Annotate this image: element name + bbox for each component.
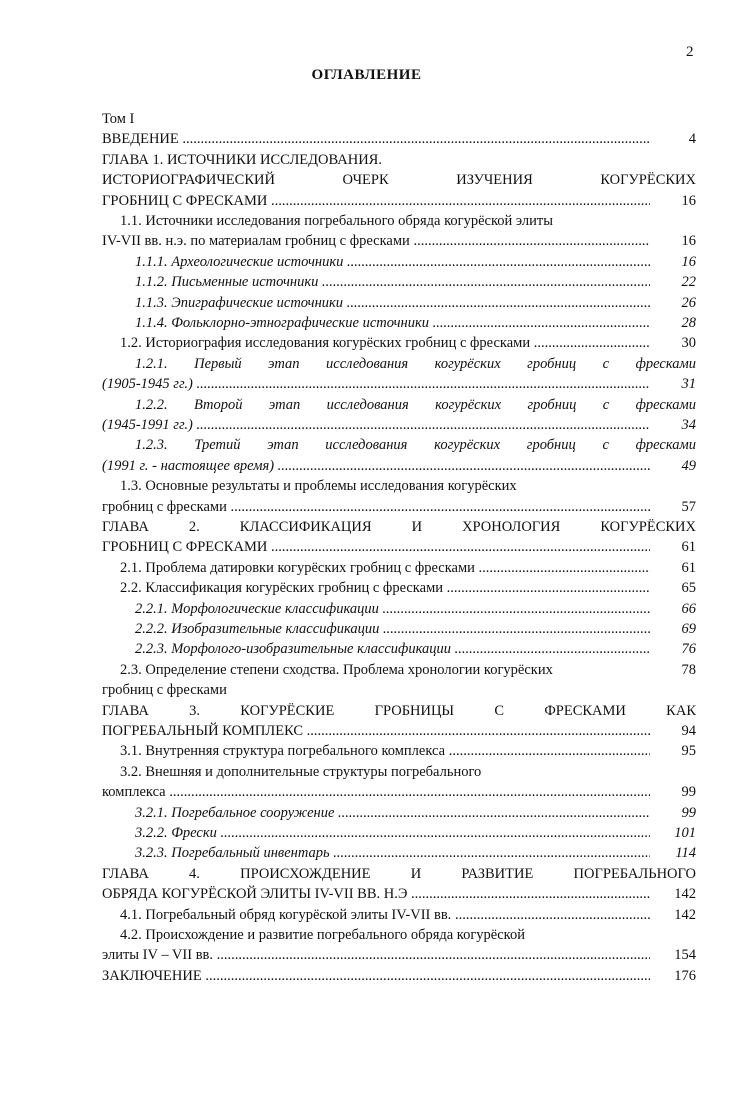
toc-entry-text: 1.1.1. Археологические источники ..... xyxy=(135,252,650,272)
toc-entry-page: 28 xyxy=(681,315,696,331)
toc-entry-text: 1.1.2. Письменные источники ..... xyxy=(135,272,650,292)
toc-entry xyxy=(102,905,696,925)
toc-entry xyxy=(102,191,696,211)
toc-entry-page: 69 xyxy=(681,621,696,637)
toc-entry xyxy=(102,762,696,782)
toc-entry-text: ЗАКЛЮЧЕНИЕ ..... xyxy=(102,966,650,986)
toc-entry-text: ГЛАВА 4. ПРОИСХОЖДЕНИЕ И РАЗВИТИЕ ПОГРЕБАЛЬНОГО xyxy=(102,865,696,882)
page-number: 2 xyxy=(686,44,694,60)
toc-entry xyxy=(102,537,696,557)
toc-entry-text: 3.2. Внешняя и дополнительные структуры погребального xyxy=(120,763,482,780)
toc-entry-text: ОБРЯДА КОГУРЁСКОЙ ЭЛИТЫ IV-VII ВВ. Н.Э ..... xyxy=(102,884,650,904)
toc-entry-text: 1.2. Историография исследования когурёских гробниц с фресками ..... xyxy=(120,333,650,353)
toc-entry-page: 26 xyxy=(681,294,696,311)
toc-entry-page: 61 xyxy=(681,559,696,576)
toc-entry-text: 1.1.4. Фольклорно-этнографические источники ..... xyxy=(135,313,650,333)
toc-entry xyxy=(102,925,696,945)
toc-entry-text: 3.2.2. Фрески ..... xyxy=(135,823,650,843)
toc-entry-text: ВВЕДЕНИЕ ..... xyxy=(102,129,650,149)
toc-entry xyxy=(102,864,696,884)
toc-entry-page: 31 xyxy=(681,376,696,393)
toc-entry-page: 76 xyxy=(681,641,696,658)
toc-entry xyxy=(102,843,696,863)
toc-entry xyxy=(102,966,696,986)
toc-entry-text: (1905-1945 гг.) ..... xyxy=(102,374,650,394)
toc-entry-text: 3.1. Внутренняя структура погребального комплекса ..... xyxy=(120,741,650,761)
toc-entry-page: 22 xyxy=(681,274,696,291)
toc-entry-page: 4 xyxy=(688,131,696,148)
toc-entry-page: 61 xyxy=(681,539,696,556)
toc-entry-text: ГРОБНИЦ С ФРЕСКАМИ ..... xyxy=(102,537,650,557)
toc-entry-page: 49 xyxy=(681,457,696,474)
toc-entry-text: 1.1. Источники исследования погребального обряда когурёской элиты xyxy=(120,213,553,229)
toc-entry-text: ГЛАВА 2. КЛАССИФИКАЦИЯ И ХРОНОЛОГИЯ КОГУРЁСКИХ xyxy=(102,519,696,535)
toc-entry xyxy=(102,945,696,965)
toc-entry xyxy=(102,354,696,374)
toc-entry xyxy=(102,599,696,619)
toc-entry-page: 65 xyxy=(681,580,696,597)
toc-entry-page: 30 xyxy=(681,335,696,352)
toc-entry xyxy=(102,395,696,415)
toc-entry xyxy=(102,680,696,700)
toc-entry-text: 3.2.1. Погребальное сооружение ..... xyxy=(135,803,650,823)
toc-entry-text: IV-VII вв. н.э. по материалам гробниц с фресками ..... xyxy=(102,231,650,251)
toc-entry-text: 2.2.1. Морфологические классификации ..... xyxy=(135,599,650,619)
toc-entry xyxy=(102,231,696,251)
toc-entry xyxy=(102,109,696,129)
toc-entry-page: 114 xyxy=(675,845,696,862)
toc-entry-text: 2.1. Проблема датировки когурёских гробниц с фресками ..... xyxy=(120,558,650,578)
toc-entry-page: 99 xyxy=(681,804,696,821)
toc-entry-text: 4.2. Происхождение и развитие погребального обряда когурёской xyxy=(120,927,525,943)
toc-entry-page: 142 xyxy=(674,886,696,903)
toc-entry xyxy=(102,415,696,435)
toc-entry xyxy=(102,150,696,170)
toc-entry xyxy=(102,803,696,823)
toc-entry xyxy=(102,435,696,455)
toc-entry-text: гробниц с фресками xyxy=(102,682,227,699)
toc-entry-text: 3.2.3. Погребальный инвентарь ..... xyxy=(135,843,650,863)
toc-entry-text: 2.2. Классификация когурёских гробниц с фресками ..... xyxy=(120,578,650,598)
toc-entry xyxy=(102,517,696,537)
toc-entry-page: 16 xyxy=(681,253,696,270)
toc-entry xyxy=(102,701,696,721)
toc-entry xyxy=(102,252,696,272)
toc-entry xyxy=(102,741,696,761)
toc-entry-page: 16 xyxy=(681,233,696,250)
toc-entry-page: 142 xyxy=(674,906,696,923)
toc-entry-text: (1945-1991 гг.) ..... xyxy=(102,415,650,435)
toc-entry-text: комплекса ..... xyxy=(102,782,650,802)
toc-entry xyxy=(102,456,696,476)
toc-entry-text: 2.2.2. Изобразительные классификации ..... xyxy=(135,619,650,639)
toc-entry-page: 34 xyxy=(681,417,696,433)
toc-entry xyxy=(102,374,696,394)
toc-entry xyxy=(102,497,696,517)
toc-entry-page: 66 xyxy=(681,600,696,617)
toc-entry-text: ИСТОРИОГРАФИЧЕСКИЙ ОЧЕРК ИЗУЧЕНИЯ КОГУРЁСКИХ xyxy=(102,172,696,189)
toc-entry xyxy=(102,721,696,741)
toc-entry-page: 78 xyxy=(681,661,696,678)
toc-entry xyxy=(102,476,696,496)
toc-entry-page: 16 xyxy=(681,192,696,209)
toc-entry xyxy=(102,823,696,843)
toc-entry-text: ПОГРЕБАЛЬНЫЙ КОМПЛЕКС ..... xyxy=(102,721,650,741)
toc-entry-text: 4.1. Погребальный обряд когурёской элиты IV-VII вв. ..... xyxy=(120,905,650,925)
toc-entry-text: 1.2.2. Второй этап исследования когурёских гробниц с фресками xyxy=(135,396,696,413)
toc-entry-text: ГЛАВА 1. ИСТОЧНИКИ ИССЛЕДОВАНИЯ. xyxy=(102,151,382,168)
toc-entry-text: 1.1.3. Эпиграфические источники ..... xyxy=(135,293,650,313)
toc-entry xyxy=(102,272,696,292)
toc-entry xyxy=(102,660,696,680)
toc-entry xyxy=(102,313,696,333)
toc-entry xyxy=(102,884,696,904)
toc-entry-page: 101 xyxy=(674,825,696,841)
toc-entry-text: элиты IV – VII вв. ..... xyxy=(102,945,650,965)
toc-entry-page: 57 xyxy=(681,498,696,515)
toc-entry xyxy=(102,782,696,802)
toc-entry-text: 1.2.1. Первый этап исследования когурёских гробниц с фресками xyxy=(135,355,696,372)
toc-entry-text: 2.2.3. Морфолого-изобразительные классификации ..... xyxy=(135,639,650,659)
toc-title: ОГЛАВЛЕНИЕ xyxy=(311,67,422,83)
toc-entry xyxy=(102,639,696,659)
toc-entry-page: 95 xyxy=(681,743,696,760)
toc-entry xyxy=(102,333,696,353)
toc-entry xyxy=(102,619,696,639)
toc-entry-text: (1991 г. - настоящее время) ..... xyxy=(102,456,650,476)
toc-entry xyxy=(102,170,696,190)
toc-entry xyxy=(102,578,696,598)
toc-entry-text: 2.3. Определение степени сходства. Проблема хронологии когурёских xyxy=(120,661,553,678)
toc-entry-page: 176 xyxy=(674,967,696,984)
toc-entry-text: ГЛАВА 3. КОГУРЁСКИЕ ГРОБНИЦЫ С ФРЕСКАМИ КАК xyxy=(102,702,696,719)
toc-entry-page: 99 xyxy=(681,784,696,801)
toc-entry-text: Том I xyxy=(102,111,135,127)
toc-entry-text: 1.3. Основные результаты и проблемы исследования когурёских xyxy=(120,478,517,495)
toc-entry xyxy=(102,558,696,578)
toc-entry-text: ГРОБНИЦ С ФРЕСКАМИ ..... xyxy=(102,191,650,211)
toc-entry-text: гробниц с фресками ..... xyxy=(102,497,650,517)
toc-entry xyxy=(102,129,696,149)
toc-entry xyxy=(102,293,696,313)
toc-entry-text: 1.2.3. Третий этап исследования когурёских гробниц с фресками xyxy=(135,437,696,454)
toc-entry-page: 94 xyxy=(681,723,696,739)
toc-entry xyxy=(102,211,696,231)
toc-entry-page: 154 xyxy=(674,947,696,964)
